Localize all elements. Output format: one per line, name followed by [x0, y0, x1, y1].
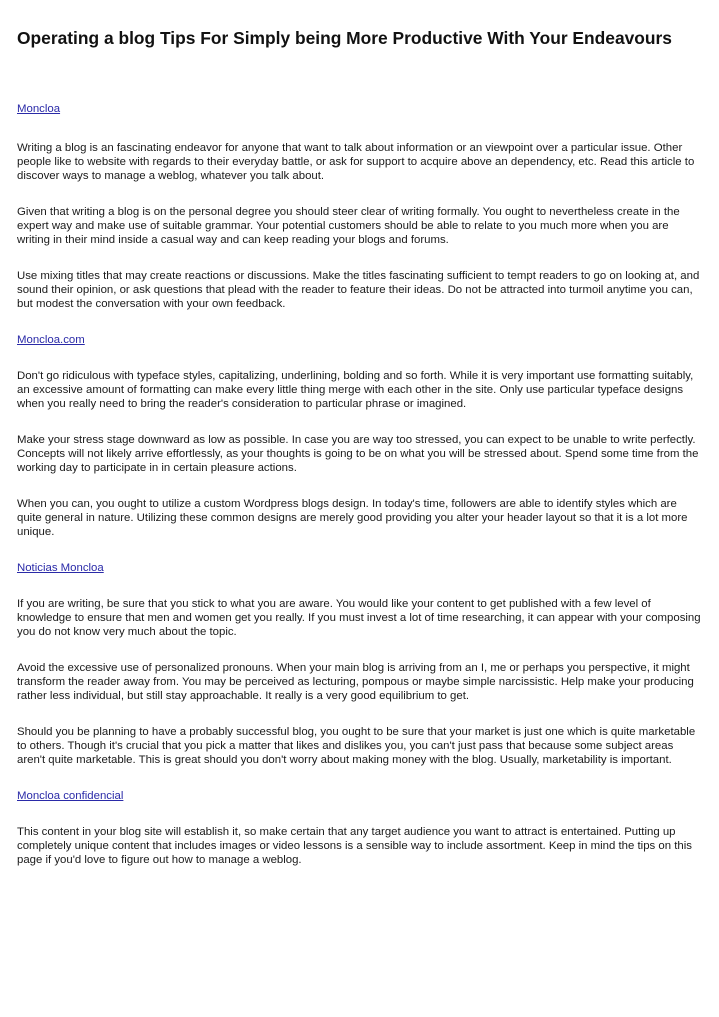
paragraph-1: Writing a blog is an fascinating endeavor for anyone that want to talk about information or an viewpoint over a particular issue. Other people like to website with regards to their everyday battle, or ask for support to acquire above an dependency, etc. Read this article to discover ways to manage a weblog, whatever you talk about. [17, 142, 695, 182]
paragraph-7: If you are writing, be sure that you stick to what you are aware. You would like your content to get published with a few level of knowledge to ensure that men and women get you really. If you must invest a lot of time researching, it can appear with your composing you do not know very much about the topic. [17, 598, 701, 638]
paragraph-9: Should you be planning to have a probably successful blog, you ought to be sure that your market is just one which is quite marketable to others. Though it's crucial that you pick a matter that likes and dislikes you, you can't just pass that because some subject areas aren't quite marketable. This is great should you don't worry about making money with the blog. Usually, marketability is important. [17, 726, 696, 766]
page-title: Operating a blog Tips For Simply being More Productive With Your Endeavours [17, 28, 672, 48]
link-moncloa[interactable]: Moncloa [17, 103, 61, 115]
paragraph-10: This content in your blog site will establish it, so make certain that any target audience you want to attract is entertained. Putting up completely unique content that includes images or video lessons is a sensible way to include assortment. Keep in mind the tips on this page if you'd love to figure out how to manage a weblog. [17, 826, 692, 866]
paragraph-3: Use mixing titles that may create reactions or discussions. Make the titles fascinating sufficient to tempt readers to go on looking at, and sound their opinion, or ask questions that plead with the reader to feature their ideas. Do not be attracted into turmoil anytime you can, but modest the conversation with your own feedback. [17, 270, 700, 310]
link-moncloa-com[interactable]: Moncloa.com [17, 334, 85, 346]
paragraph-4: Don't go ridiculous with typeface styles, capitalizing, underlining, bolding and so forth. While it is very important use formatting suitably, an excessive amount of formatting can make every little thing merge with each other in the site. Only use particular typeface designs when you really need to bring the reader's consideration to particular phrase or imagined. [17, 370, 694, 410]
paragraph-8: Avoid the excessive use of personalized pronouns. When your main blog is arriving from an I, me or perhaps you perspective, it might transform the reader away from. You may be perceived as lecturing, pompous or maybe simple narcissistic. Help make your producing rather less individual, but still stay approachable. It really is a very good equilibrium to get. [17, 662, 694, 702]
link-moncloa-confidencial[interactable]: Moncloa confidencial [17, 790, 124, 802]
link-noticias-moncloa[interactable]: Noticias Moncloa [17, 562, 104, 574]
paragraph-2: Given that writing a blog is on the personal degree you should steer clear of writing formally. You ought to nevertheless create in the expert way and make use of suitable grammar. Your potential customers should be able to relate to you much more when you are writing in their mind inside a casual way and can keep reading your blogs and forums. [17, 206, 680, 246]
paragraph-5: Make your stress stage downward as low as possible. In case you are way too stressed, you can expect to be unable to write perfectly. Concepts will not likely arrive effortlessly, as your thoughts is going to be on what you will be stressed about. Spend some time from the working day to participate in in certain pleasure actions. [17, 434, 699, 474]
paragraph-6: When you can, you ought to utilize a custom Wordpress blogs design. In today's time, followers are able to identify styles which are quite general in nature. Utilizing these common designs are merely good providing you alter your header layout so that it is a lot more unique. [17, 498, 688, 538]
